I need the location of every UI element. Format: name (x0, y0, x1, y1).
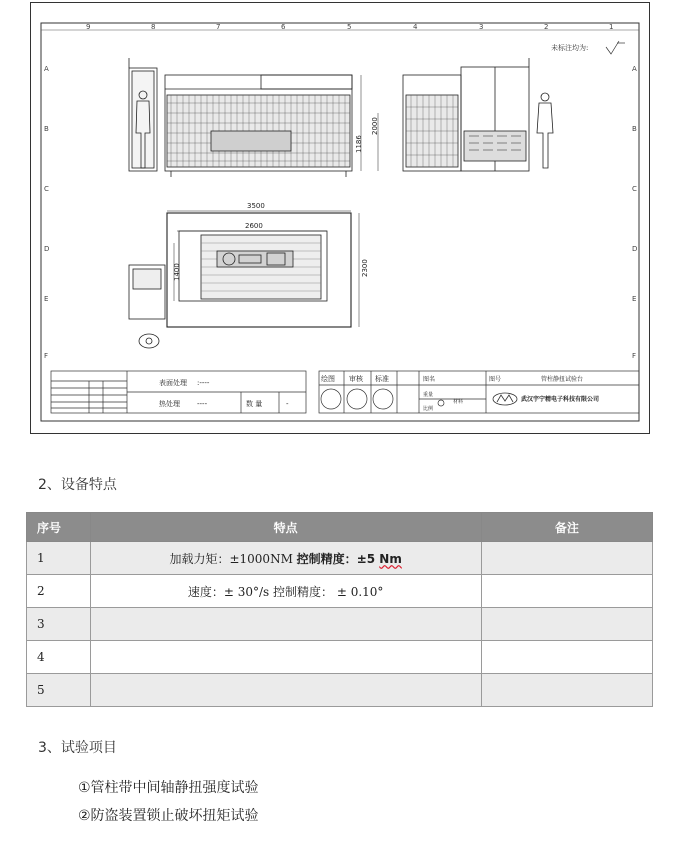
row-letter: D (632, 245, 638, 253)
section-3-heading: 3、试验项目 (38, 740, 117, 756)
row-letter: F (632, 352, 637, 360)
sign-drawn: 绘图 (321, 375, 335, 383)
dim-3500: 3500 (247, 202, 265, 210)
row-letter: F (44, 352, 49, 360)
feature-text: 加载力矩：±1000NM (169, 551, 297, 566)
heat-value: ---- (197, 400, 208, 408)
row-note (481, 674, 652, 707)
feature-unit: Nm (379, 551, 402, 566)
material-label: 材料 (453, 399, 464, 405)
table-header-row (27, 513, 653, 542)
drawing-svg (31, 3, 649, 433)
row-no: 1 (27, 542, 91, 575)
row-feature (90, 641, 481, 674)
company-name: 武汉宇宁精电子科技有限公司 (521, 396, 600, 403)
row-feature (90, 542, 481, 575)
row-letter: C (632, 185, 637, 193)
row-no: 3 (27, 608, 91, 641)
col-number: 4 (413, 23, 418, 31)
row-letter: A (632, 65, 637, 73)
inner-frame (41, 23, 639, 421)
tolerance-note: 未标注均为: (551, 44, 589, 52)
weight-label: 重量 (423, 392, 434, 398)
side-view (403, 58, 553, 171)
table-row (27, 608, 653, 641)
surface-value: :---- (197, 379, 210, 387)
feature-bold-value: ±5 (356, 551, 380, 566)
row-feature: 速度：± 30°/s 控制精度： ± 0.10° (90, 575, 481, 608)
col-number: 9 (86, 23, 91, 31)
row-no: 5 (27, 674, 91, 707)
row-note (481, 608, 652, 641)
header-feature: 特点 (90, 513, 481, 542)
title-block-right (319, 371, 639, 413)
row-letter: B (632, 125, 637, 133)
col-number: 3 (479, 23, 484, 31)
sign-review: 审核 (349, 375, 363, 383)
table-row (27, 674, 653, 707)
row-letter: A (44, 65, 49, 73)
dim-2000: 2000 (371, 117, 379, 135)
plan-view (129, 211, 359, 348)
sign-standard: 标准 (375, 375, 389, 383)
feature-bold-label: 控制精度： (296, 551, 357, 566)
test-item: ②防盗装置锁止破坏扭矩试验 (78, 808, 259, 824)
header-note: 备注 (481, 513, 652, 542)
drawing-no-label: 图号 (489, 376, 502, 383)
surface-label: 表面处理 (159, 379, 187, 387)
col-number: 5 (347, 23, 352, 31)
row-letter: B (44, 125, 49, 133)
qty-value: - (286, 400, 289, 408)
row-letter: C (44, 185, 49, 193)
dim-1400: 1400 (173, 263, 181, 281)
row-note (481, 542, 652, 575)
row-feature (90, 608, 481, 641)
row-note (481, 575, 652, 608)
row-no: 4 (27, 641, 91, 674)
header-no: 序号 (27, 513, 91, 542)
scale-label: 比例 (423, 406, 434, 412)
dim-2600: 2600 (245, 222, 263, 230)
row-letter: E (44, 295, 49, 303)
row-note (481, 641, 652, 674)
table-row (27, 641, 653, 674)
col-number: 8 (151, 23, 156, 31)
row-no: 2 (27, 575, 91, 608)
dim-2300: 2300 (361, 259, 369, 277)
drawing-name: 管柱静扭试验台 (541, 376, 584, 383)
row-feature (90, 674, 481, 707)
roughness-symbol-icon (606, 41, 625, 54)
engineering-drawing (30, 2, 650, 434)
test-item: ①管柱带中间轴静扭强度试验 (78, 780, 259, 796)
section-2-heading: 2、设备特点 (38, 477, 117, 493)
table-row (27, 575, 653, 608)
heat-label: 热处理 (159, 400, 180, 408)
col-number: 7 (216, 23, 221, 31)
col-number: 1 (609, 23, 614, 31)
row-letter: D (44, 245, 50, 253)
qty-label: 数 量 (246, 400, 263, 408)
front-view (129, 58, 378, 177)
table-row (27, 542, 653, 575)
row-letter: E (632, 295, 637, 303)
dim-1186: 1186 (355, 135, 363, 153)
col-number: 6 (281, 23, 286, 31)
company-logo-icon (493, 393, 517, 405)
features-table (26, 512, 653, 707)
col-number: 2 (544, 23, 549, 31)
name-label: 图名 (423, 376, 436, 383)
